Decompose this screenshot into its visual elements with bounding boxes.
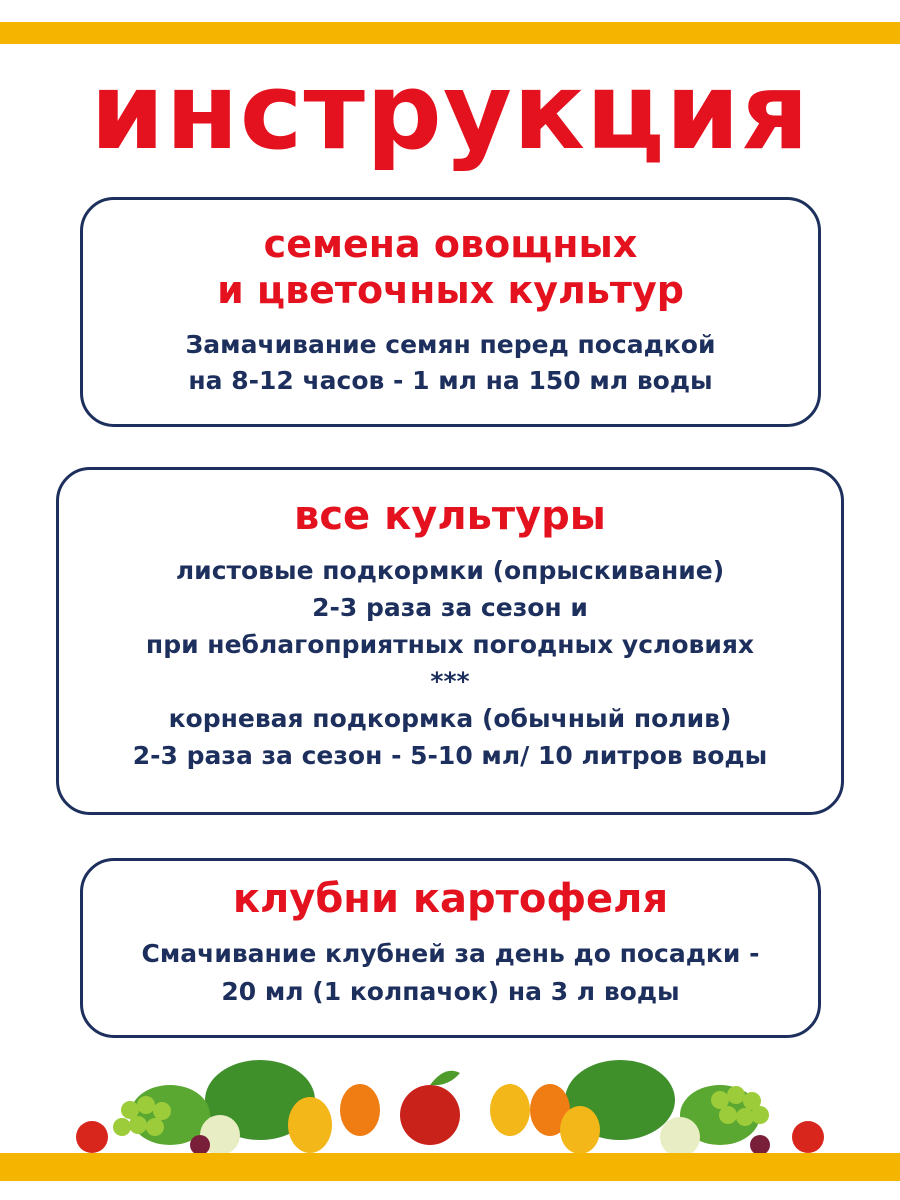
- section-all-crops-card: [56, 467, 844, 815]
- separator-stars: ***: [430, 667, 470, 696]
- section-heading: [83, 875, 818, 923]
- yellow-pepper-center: [490, 1084, 530, 1136]
- text-line: Смачивание клубней за день до посадки -: [141, 939, 760, 968]
- heading-line: клубни картофеля: [232, 876, 669, 922]
- yellow-pepper-left: [288, 1097, 332, 1153]
- section-seeds-card: [80, 197, 821, 427]
- plum-right: [750, 1135, 770, 1155]
- text-line: 2-3 раза за сезон и: [312, 593, 588, 622]
- vegetables-illustration: [60, 1055, 840, 1155]
- yellow-pepper-right: [560, 1106, 600, 1154]
- section-text: [83, 327, 818, 399]
- tomato-right: [792, 1121, 824, 1153]
- section-potato-card: [80, 858, 821, 1038]
- apple-leaf-icon: [430, 1071, 460, 1086]
- page-title: инструкция: [90, 50, 810, 173]
- text-line: 20 мл (1 колпачок) на 3 л воды: [221, 977, 680, 1006]
- top-yellow-stripe: [0, 22, 900, 44]
- heading-line: и цветочных культур: [217, 268, 684, 312]
- plum-left: [190, 1135, 210, 1155]
- text-line: корневая подкормка (обычный полив): [168, 704, 732, 733]
- section-heading: [83, 221, 818, 313]
- heading-line: семена овощных: [263, 222, 638, 266]
- text-line: 2-3 раза за сезон - 5-10 мл/ 10 литров воды: [132, 741, 768, 770]
- orange-pepper-left: [340, 1084, 380, 1136]
- text-line: Замачивание семян перед посадкой: [185, 330, 716, 359]
- text-line: при неблагоприятных погодных условиях: [145, 630, 755, 659]
- section-text: [59, 552, 841, 774]
- section-text: [83, 935, 818, 1011]
- bottom-yellow-stripe: [0, 1153, 900, 1181]
- text-line: листовые подкормки (опрыскивание): [175, 556, 725, 585]
- tomato-left: [76, 1121, 108, 1153]
- text-line: на 8-12 часов - 1 мл на 150 мл воды: [188, 366, 713, 395]
- apple: [400, 1085, 460, 1145]
- section-heading: [59, 492, 841, 540]
- heading-line: все культуры: [294, 493, 606, 539]
